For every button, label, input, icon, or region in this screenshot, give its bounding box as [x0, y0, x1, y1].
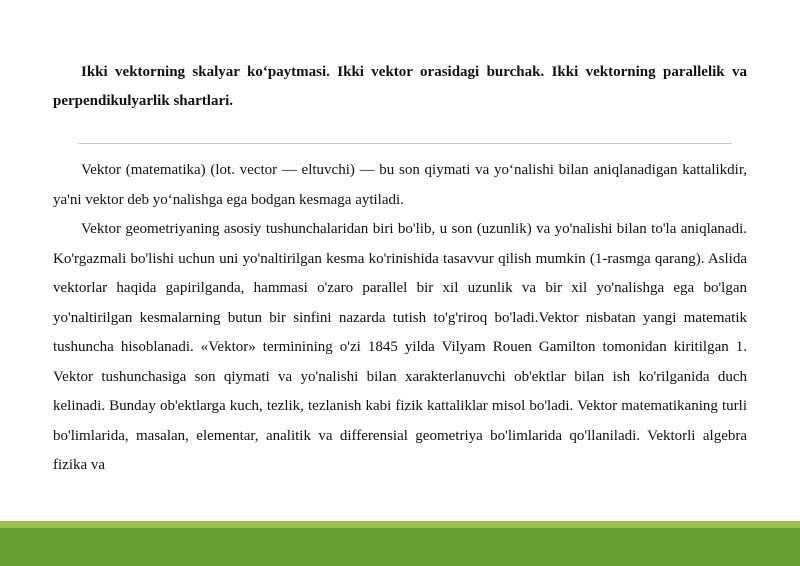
footer-accent-stripe	[0, 521, 800, 528]
footer-band	[0, 528, 800, 566]
divider	[78, 143, 732, 144]
paragraph: Vektor geometriyaning asosiy tushunchalaridan biri bo'lib, u son (uzunlik) va yo'nalishi bilan to'la aniqlanadi. Ko'rgazmali bo'lishi uchun uni yo'naltirilgan kesma ko'rinishida tasavvur qilish mumkin (1-rasmga qarang). Aslida vektorlar haqida gapirilganda, hammasi o'zaro parallel bir xil uzunlik va bir xil yo'nalishga ega bo'lgan yo'naltirilgan kesmalarning butun bir sinfini nazarda tutish to'g'riroq bo'ladi.Vektor nisbatan yangi matematik tushuncha hisoblanadi. «Vektor» terminining o'zi 1845 yilda Vilyam Rouen Gamilton tomonidan kiritilgan 1. Vektor tushunchasiga son qiymati va yo'nalishi bilan xarakterlanuvchi ob'ektlar bilan ish ko'rilganida duch kelinadi. Bunday ob'ektlarga kuch, tezlik, tezlanish kabi fizik kattaliklar misol bo'ladi. Vektor matematikaning turli bo'limlarida, masalan, elementar, analitik va differensial geometriya bo'limlarida qo'llaniladi. Vektorli algebra fizika va	[53, 221, 747, 473]
body-text	[53, 156, 747, 481]
paragraph: Vektor (matematika) (lot. vector — eltuvchi) — bu son qiymati va yo‘nalishi bilan aniqlanadigan kattalikdir, ya'ni vektor deb yo‘nalishga ega bodgan kesmaga aytiladi.	[53, 162, 747, 208]
page-title: Ikki vektorning skalyar ko‘paytmasi. Ikki vektor orasidagi burchak. Ikki vektorning parallelik va perpendikulyarlik shartlari.	[53, 64, 747, 109]
